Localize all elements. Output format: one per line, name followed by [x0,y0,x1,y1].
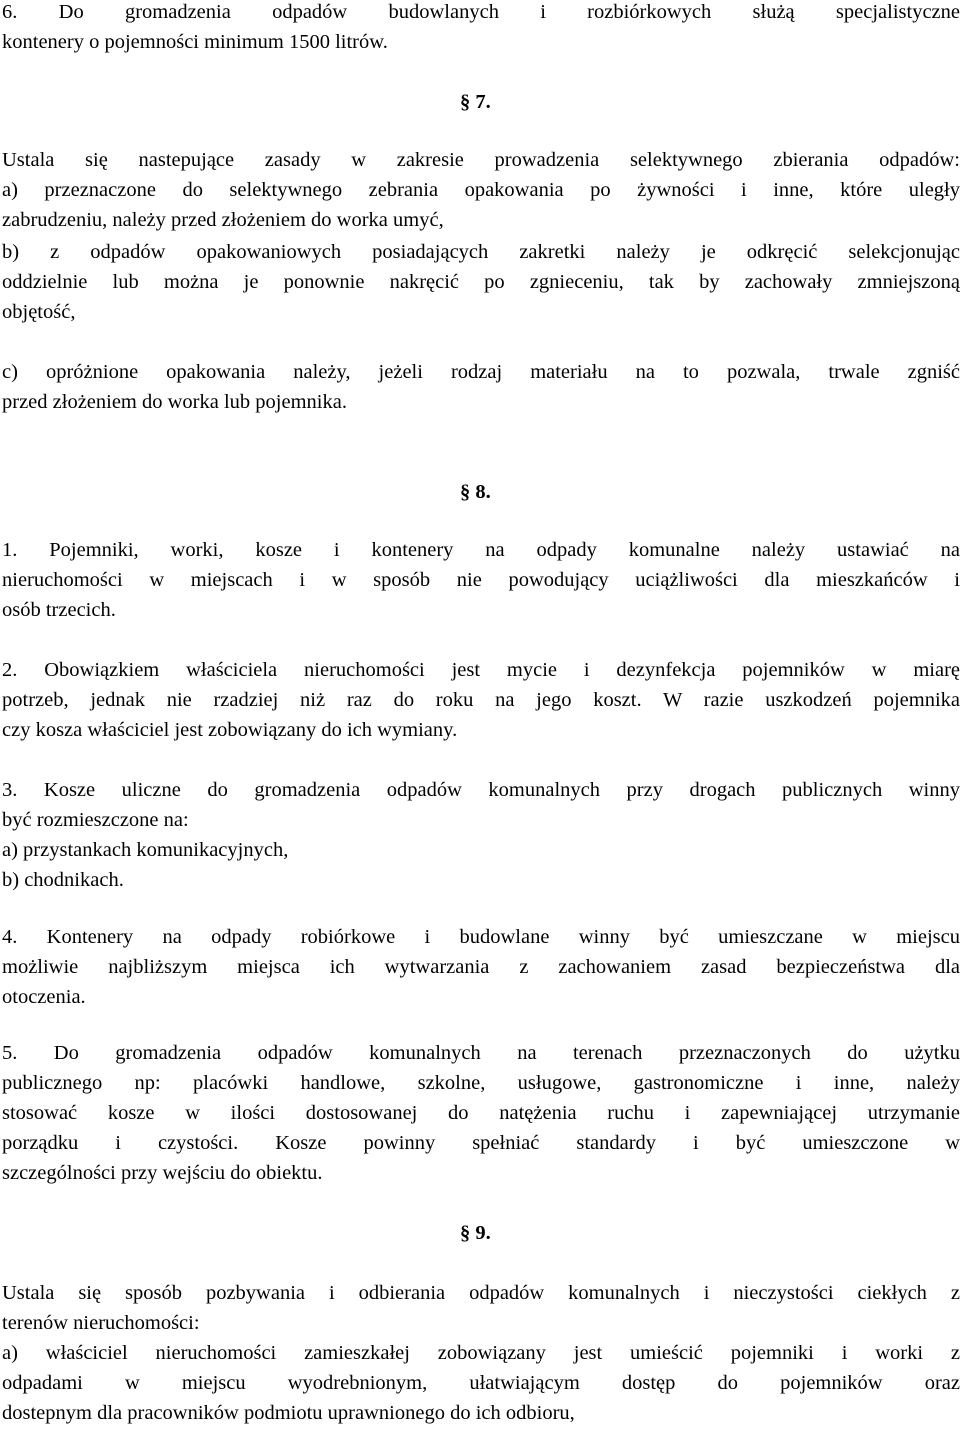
text-line: 6. Do gromadzenia odpadów budowlanych i rozbiórkowych służą specjalistyczne [2,1,960,23]
text-line: Ustala się sposób pozbywania i odbierania odpadów komunalnych i nieczystości ciekłych z [2,1282,960,1304]
text-line: b) chodnikach. [2,869,124,891]
text-line: objętość, [2,301,76,323]
text-line: przed złożeniem do worka lub pojemnika. [2,391,347,413]
text-line: być rozmieszczone na: [2,809,189,831]
paragraph-point-5 [2,1038,960,1188]
text-line: stosować kosze w ilości dostosowanej do natężenia ruchu i zapewniającej utrzymanie [2,1102,960,1124]
text-line: publicznego np: placówki handlowe, szkolne, usługowe, gastronomiczne i inne, należy [2,1072,960,1094]
text-line: a) przystankach komunikacyjnych, [2,839,289,861]
text-line: nieruchomości w miejscach i w sposób nie powodujący uciążliwości dla mieszkańców i [2,569,960,591]
paragraph-rules-intro [2,145,960,235]
text-line: a) właściciel nieruchomości zamieszkałej zobowiązany jest umieścić pojemniki i worki z [2,1342,960,1364]
paragraph-point-3 [2,775,960,895]
text-line: zabrudzeniu, należy przed złożeniem do worka umyć, [2,209,444,231]
text-line: 3. Kosze uliczne do gromadzenia odpadów komunalnych przy drogach publicznych winny [2,779,960,801]
paragraph-point-1 [2,535,960,625]
text-line: szczególności przy wejściu do obiektu. [2,1162,323,1184]
text-line: kontenery o pojemności minimum 1500 litrów. [2,31,388,53]
text-line: dostepnym dla pracowników podmiotu uprawnionego do ich odbioru, [2,1402,575,1424]
text-line: porządku i czystości. Kosze powinny spełniać standardy i być umieszczone w [2,1132,960,1154]
text-line: otoczenia. [2,986,86,1008]
text-line: Ustala się nastepujące zasady w zakresie prowadzenia selektywnego zbierania odpadów: [2,149,960,171]
paragraph-point-4 [2,922,960,1012]
text-line: 2. Obowiązkiem właściciela nieruchomości jest mycie i dezynfekcja pojemników w miarę [2,659,960,681]
section-heading-7: § 7. [460,91,491,113]
text-line: odpadami w miejscu wyodrebnionym, ułatwiającym dostęp do pojemników oraz [2,1372,960,1394]
section-heading-9: § 9. [460,1222,491,1244]
text-line: potrzeb, jednak nie rzadziej niż raz do roku na jego koszt. W razie uszkodzeń pojemnika [2,689,960,711]
text-line: c) opróżnione opakowania należy, jeżeli rodzaj materiału na to pozwala, trwale zgniść [2,361,960,383]
text-line: 4. Kontenery na odpady robiórkowe i budowlane winny być umieszczane w miejscu [2,926,960,948]
text-line: 1. Pojemniki, worki, kosze i kontenery na odpady komunalne należy ustawiać na [2,539,960,561]
text-line: czy kosza właściciel jest zobowiązany do ich wymiany. [2,719,458,741]
text-line: oddzielnie lub można je ponownie nakręcić po zgnieceniu, tak by zachowały zmniejszoną [2,271,960,293]
paragraph-point-2 [2,655,960,745]
paragraph-point-6 [2,0,960,57]
text-line: a) przeznaczone do selektywnego zebrania opakowania po żywności i inne, które uległy [2,179,960,201]
text-line: terenów nieruchomości: [2,1312,200,1334]
paragraph-disposal-rules [2,1278,960,1428]
text-line: 5. Do gromadzenia odpadów komunalnych na terenach przeznaczonych do użytku [2,1042,960,1064]
paragraph-rule-c [2,357,960,417]
text-line: b) z odpadów opakowaniowych posiadających zakretki należy je odkręcić selekcjonując [2,241,960,263]
paragraph-rule-b [2,237,960,327]
text-line: osób trzecich. [2,599,116,621]
section-heading-8: § 8. [460,481,491,503]
text-line: możliwie najbliższym miejsca ich wytwarzania z zachowaniem zasad bezpieczeństwa dla [2,956,960,978]
